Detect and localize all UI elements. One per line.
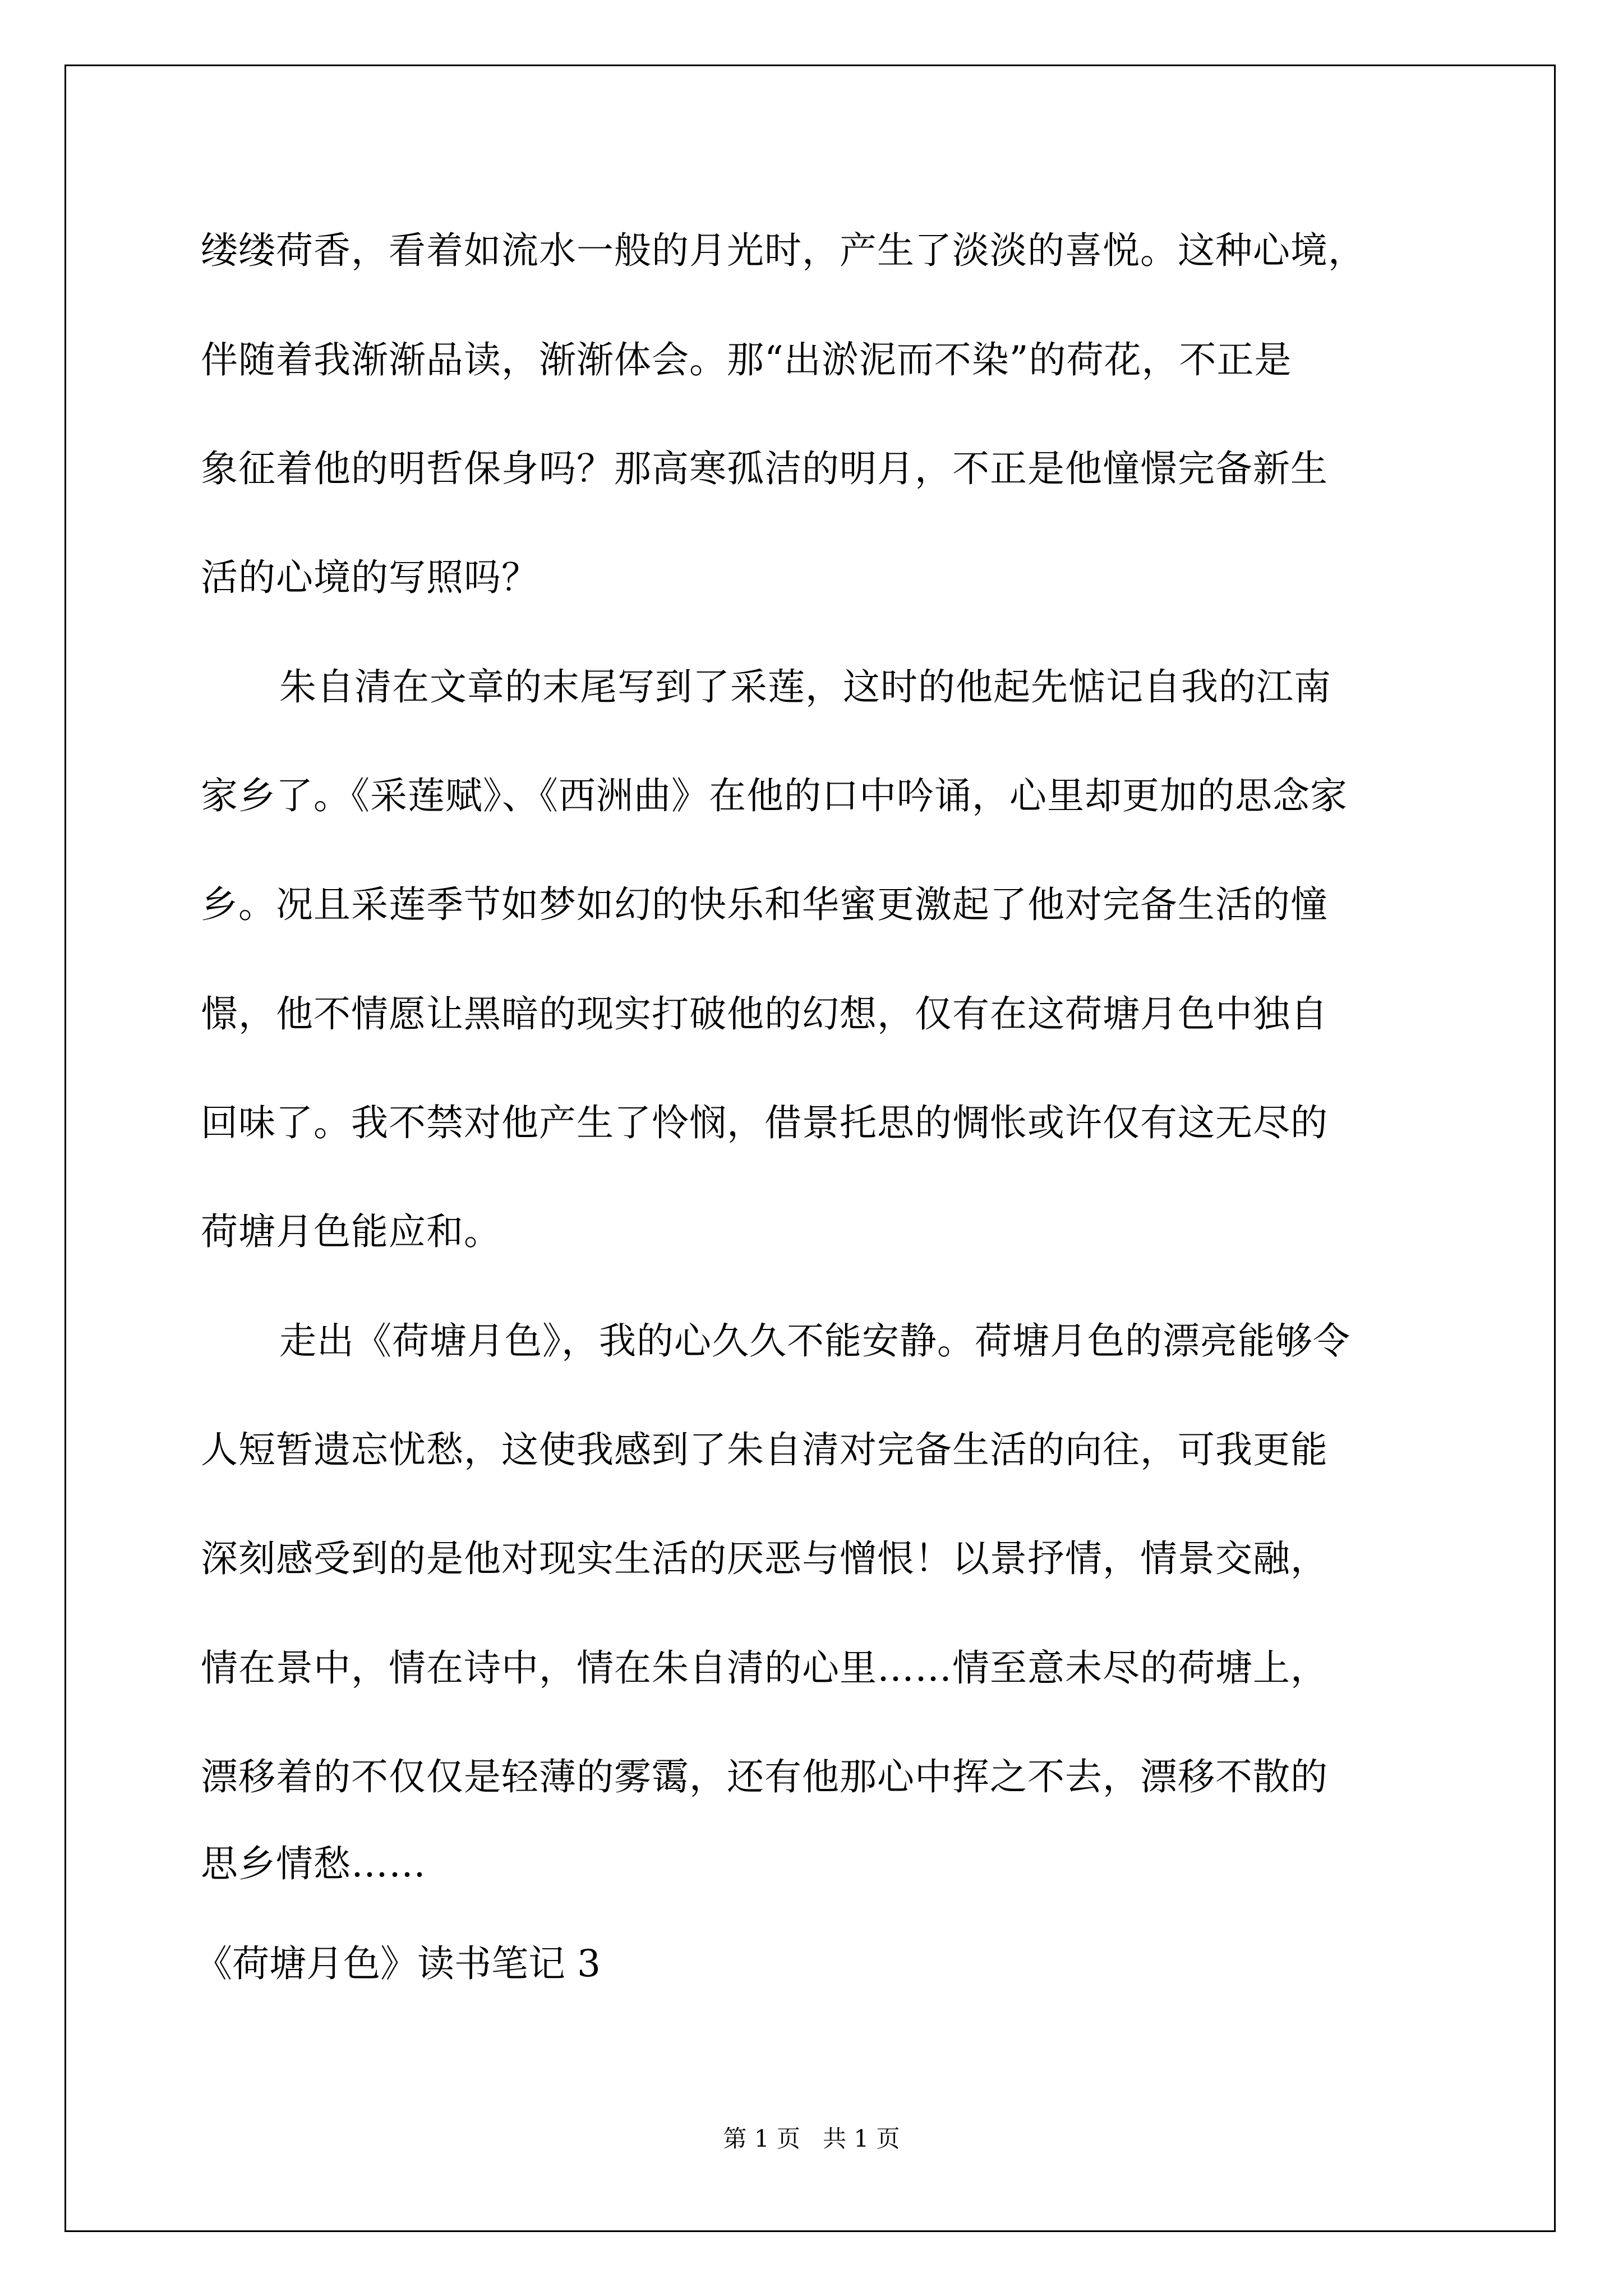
text-line: 缕缕荷香，看着如流水一般的月光时，产生了淡淡的喜悦。这种心境， xyxy=(201,229,1366,272)
text-line: 漂移着的不仅仅是轻薄的雾霭，还有他那心中挥之不去，漂移不散的 xyxy=(201,1755,1328,1798)
text-line: 朱自清在文章的末尾写到了采莲，这时的他起先惦记自我的江南 xyxy=(279,665,1331,708)
text-line: 憬，他不情愿让黑暗的现实打破他的幻想，仅有在这荷塘月色中独自 xyxy=(201,992,1328,1036)
text-line: 走出《荷塘月色》，我的心久久不能安静。荷塘月色的漂亮能够令 xyxy=(279,1319,1350,1363)
text-line: 情在景中，情在诗中，情在朱自清的心里……情至意未尽的荷塘上， xyxy=(201,1646,1328,1690)
text-line: 回味了。我不禁对他产生了怜悯，借景托思的惆怅或许仅有这无尽的 xyxy=(201,1101,1328,1144)
page-footer: 第 1 页 共 1 页 xyxy=(723,2125,900,2152)
text-line: 活的心境的写照吗？ xyxy=(201,556,539,599)
text-line: 伴随着我渐渐品读，渐渐体会。那“出淤泥而不染”的荷花，不正是 xyxy=(201,338,1292,381)
text-line: 人短暂遗忘忧愁，这使我感到了朱自清对完备生活的向往，可我更能 xyxy=(201,1428,1328,1471)
text-line: 思乡情愁…… xyxy=(201,1842,426,1885)
page-border xyxy=(64,65,1556,2232)
text-line: 深刻感受到的是他对现实生活的厌恶与憎恨！以景抒情，情景交融， xyxy=(201,1537,1328,1580)
text-line: 乡。况且采莲季节如梦如幻的快乐和华蜜更激起了他对完备生活的憧 xyxy=(201,883,1328,926)
text-line: 家乡了。《采莲赋》、《西洲曲》在他的口中吟诵，心里却更加的思念家 xyxy=(201,774,1348,817)
section-heading: 《荷塘月色》读书笔记 3 xyxy=(195,1942,601,1985)
text-line: 象征着他的明哲保身吗？那高寒孤洁的明月，不正是他憧憬完备新生 xyxy=(201,447,1328,490)
text-line: 荷塘月色能应和。 xyxy=(201,1210,501,1253)
